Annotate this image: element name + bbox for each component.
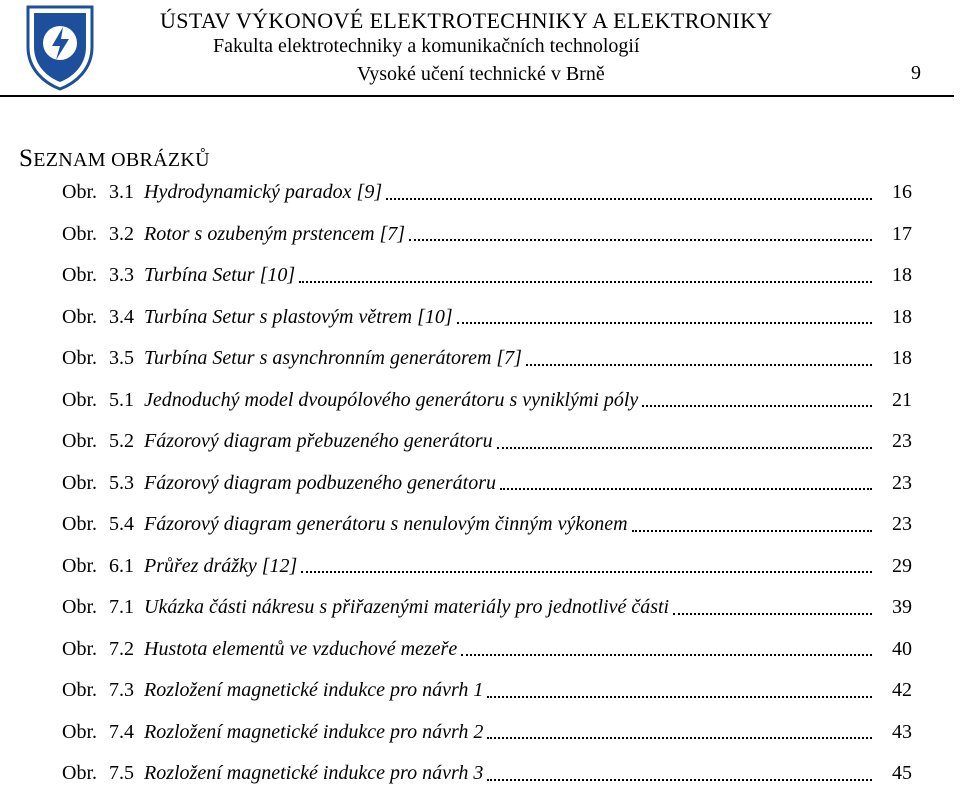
toc-entry[interactable]	[62, 172, 912, 214]
toc-leader-dots	[632, 530, 872, 532]
toc-entry-prefix: Obr.	[62, 430, 97, 453]
toc-leader-dots	[301, 571, 872, 573]
toc-entry[interactable]	[62, 463, 912, 505]
toc-entry[interactable]	[62, 338, 912, 380]
toc-entry-prefix: Obr.	[62, 596, 97, 619]
toc-entry[interactable]	[62, 255, 912, 297]
toc-leader-dots	[461, 654, 872, 656]
toc-entry-label	[62, 264, 297, 287]
toc-leader-dots	[299, 281, 872, 283]
toc-entry[interactable]	[62, 380, 912, 422]
toc-entry-title: Hustota elementů ve vzduchové mezeře	[144, 637, 458, 660]
toc-entry[interactable]	[62, 629, 912, 671]
toc-entry-prefix: Obr.	[62, 388, 97, 411]
toc-leader-dots	[386, 198, 872, 200]
toc-entry-label	[62, 181, 384, 204]
toc-entry-title: Ukázka části nákresu s přiřazenými materiály pro jednotlivé části	[144, 596, 670, 619]
toc-entry-title: Turbína Setur s plastovým větrem [10]	[144, 305, 453, 328]
toc-entry-prefix: Obr.	[62, 471, 97, 494]
toc-entry-page: 21	[892, 388, 912, 411]
toc-entry-prefix: Obr.	[62, 637, 97, 660]
toc-leader-dots	[497, 447, 872, 449]
toc-entry-number: 5.1	[109, 388, 134, 411]
section-title-initial: S	[19, 144, 34, 172]
toc-leader-dots	[487, 779, 872, 781]
toc-leader-dots	[457, 322, 872, 324]
vut-shield-logo-icon	[24, 3, 96, 91]
toc-entry-page: 18	[892, 264, 912, 287]
header-divider	[0, 95, 954, 97]
toc-entry-number: 3.4	[109, 305, 134, 328]
toc-entry-label	[62, 762, 485, 785]
toc-entry-prefix: Obr.	[62, 513, 97, 536]
toc-entry-label	[62, 555, 299, 578]
toc-entry-prefix: Obr.	[62, 181, 97, 204]
toc-entry-label	[62, 638, 459, 661]
toc-entry-title: Fázorový diagram generátoru s nenulovým činným výkonem	[144, 513, 628, 536]
toc-entry[interactable]	[62, 214, 912, 256]
toc-leader-dots	[500, 488, 872, 490]
toc-entry-prefix: Obr.	[62, 762, 97, 785]
toc-entry-label	[62, 721, 485, 744]
toc-entry-title: Jednoduchý model dvoupólového generátoru s vyniklými póly	[144, 388, 639, 411]
toc-entry-number: 7.1	[109, 596, 134, 619]
toc-entry-label	[62, 472, 498, 495]
toc-entry-title: Turbína Setur s asynchronním generátorem [7]	[144, 347, 522, 370]
toc-entry-page: 43	[892, 720, 912, 743]
figure-list	[62, 172, 912, 795]
toc-entry-prefix: Obr.	[62, 347, 97, 370]
toc-entry-page: 23	[892, 430, 912, 453]
toc-entry-label	[62, 347, 524, 370]
toc-entry-title: Rozložení magnetické indukce pro návrh 2	[144, 720, 484, 743]
toc-leader-dots	[526, 364, 872, 366]
section-title-rest: EZNAM OBRÁZKŮ	[33, 148, 210, 171]
toc-entry-page: 23	[892, 513, 912, 536]
toc-entry-page: 18	[892, 305, 912, 328]
toc-entry-page: 39	[892, 596, 912, 619]
toc-leader-dots	[487, 696, 872, 698]
toc-leader-dots	[487, 737, 872, 739]
toc-entry-label	[62, 513, 630, 536]
toc-entry-page: 17	[892, 222, 912, 245]
toc-leader-dots	[673, 613, 872, 615]
toc-entry[interactable]	[62, 504, 912, 546]
toc-entry[interactable]	[62, 546, 912, 588]
toc-entry-number: 7.4	[109, 720, 134, 743]
toc-entry-label	[62, 430, 495, 453]
toc-entry-prefix: Obr.	[62, 554, 97, 577]
toc-leader-dots	[642, 405, 872, 407]
toc-entry-prefix: Obr.	[62, 264, 97, 287]
toc-entry-prefix: Obr.	[62, 720, 97, 743]
toc-entry[interactable]	[62, 587, 912, 629]
faculty-name: Fakulta elektrotechniky a komunikačních technologií	[213, 35, 640, 57]
toc-entry-number: 3.3	[109, 264, 134, 287]
toc-entry-page: 42	[892, 679, 912, 702]
toc-entry[interactable]	[62, 753, 912, 795]
toc-entry-title: Průřez drážky [12]	[144, 554, 298, 577]
toc-entry-number: 6.1	[109, 554, 134, 577]
toc-entry-number: 5.2	[109, 430, 134, 453]
toc-entry-page: 29	[892, 554, 912, 577]
toc-entry-number: 5.4	[109, 513, 134, 536]
toc-entry-title: Fázorový diagram podbuzeného generátoru	[144, 471, 496, 494]
toc-entry-prefix: Obr.	[62, 679, 97, 702]
toc-entry-label	[62, 389, 640, 412]
toc-entry-page: 18	[892, 347, 912, 370]
toc-entry-number: 7.5	[109, 762, 134, 785]
toc-entry-page: 16	[892, 181, 912, 204]
toc-entry-page: 45	[892, 762, 912, 785]
toc-entry-title: Fázorový diagram přebuzeného generátoru	[144, 430, 493, 453]
toc-entry-title: Hydrodynamický paradox [9]	[144, 181, 383, 204]
toc-entry-number: 7.2	[109, 637, 134, 660]
university-name: Vysoké učení technické v Brně	[357, 63, 605, 85]
institute-name: ÚSTAV VÝKONOVÉ ELEKTROTECHNIKY A ELEKTRONIKY	[160, 8, 773, 33]
toc-entry-number: 5.3	[109, 471, 134, 494]
toc-entry-label	[62, 223, 407, 246]
toc-entry[interactable]	[62, 421, 912, 463]
toc-entry[interactable]	[62, 297, 912, 339]
toc-entry-page: 40	[892, 637, 912, 660]
toc-entry-number: 3.5	[109, 347, 134, 370]
toc-entry-label	[62, 679, 485, 702]
toc-entry-title: Rotor s ozubeným prstencem [7]	[144, 222, 406, 245]
page-header	[0, 0, 960, 98]
toc-entry-title: Rozložení magnetické indukce pro návrh 3	[144, 762, 484, 785]
toc-entry[interactable]	[62, 670, 912, 712]
toc-entry[interactable]	[62, 712, 912, 754]
toc-entry-prefix: Obr.	[62, 222, 97, 245]
toc-entry-number: 3.2	[109, 222, 134, 245]
toc-entry-title: Turbína Setur [10]	[144, 264, 296, 287]
toc-leader-dots	[409, 239, 872, 241]
toc-entry-page: 23	[892, 471, 912, 494]
toc-entry-title: Rozložení magnetické indukce pro návrh 1	[144, 679, 484, 702]
toc-entry-number: 7.3	[109, 679, 134, 702]
section-title	[19, 145, 210, 173]
page-number: 9	[911, 62, 921, 84]
toc-entry-number: 3.1	[109, 181, 134, 204]
toc-entry-label	[62, 306, 455, 329]
toc-entry-label	[62, 596, 671, 619]
toc-entry-prefix: Obr.	[62, 305, 97, 328]
